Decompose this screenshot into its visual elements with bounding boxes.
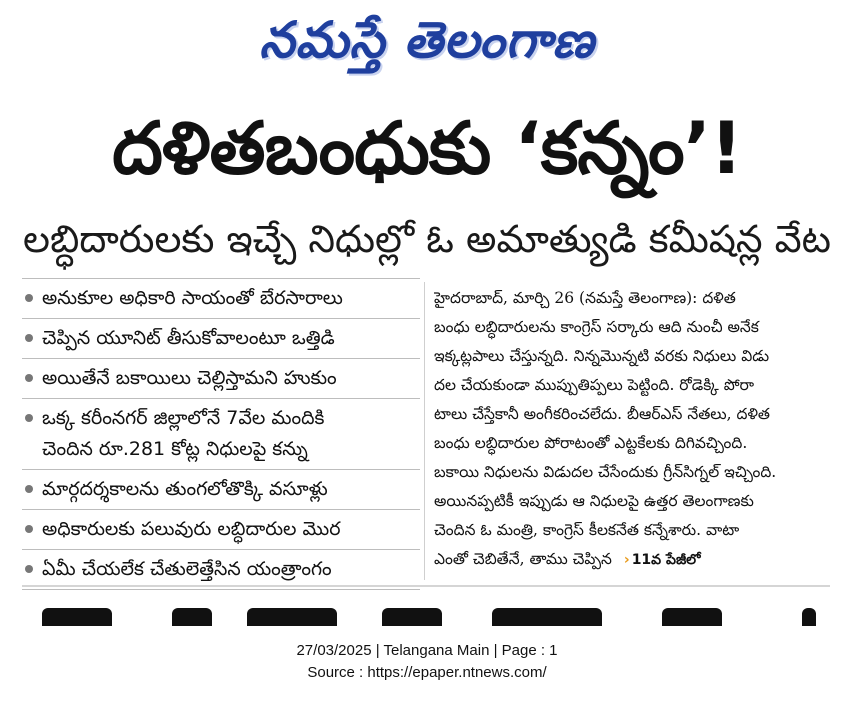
highlight-item: [22, 398, 420, 469]
article-line: దల చేయకుండా ముప్పుతిప్పలు పెట్టింది. రోడెక్కి పోరా: [434, 376, 755, 394]
article-line-last: [434, 545, 824, 575]
cropped-glyph: [662, 608, 722, 626]
article-line: టాలు చేస్తేకానీ అంగీకరించలేదు. బీఆర్ఎస్ నేతలు, దళిత: [434, 405, 770, 423]
article-line: బంధు లబ్ధిదారుల పోరాటంతో ఎట్టకేలకు దిగివచ్చింది.: [434, 434, 748, 452]
highlight-text: ఒక్క కరీంనగర్ జిల్లాలోనే 7వేల మందికి: [42, 407, 325, 429]
footer-date-edition: 27/03/2025 | Telangana Main | Page : 1: [296, 642, 558, 659]
highlight-item: [22, 549, 420, 590]
highlight-text: ఏమీ చేయలేక చేతులెత్తేసిన యంత్రాంగం: [42, 558, 332, 580]
bullet-icon: [25, 565, 33, 573]
article-line: బంధు లబ్ధిదారులను కాంగ్రెస్ సర్కారు ఆది నుంచీ అనేక: [434, 318, 759, 336]
bullet-icon: [25, 525, 33, 533]
footer-source: Source : https://epaper.ntnews.com/: [307, 664, 547, 681]
cropped-glyph: [42, 608, 112, 626]
highlight-text: అనుకూల అధికారి సాయంతో బేరసారాలు: [42, 287, 343, 309]
column-divider: [424, 282, 425, 580]
page-footer: [0, 640, 854, 684]
bullet-icon: [25, 294, 33, 302]
continue-arrow-icon: ›: [623, 552, 630, 568]
article-line: అయినప్పటికీ ఇప్పుడు ఆ నిధులపై ఉత్తర తెలంగాణకు: [434, 492, 754, 510]
bullet-icon: [25, 374, 33, 382]
highlights-list: [22, 278, 420, 590]
cropped-glyph: [247, 608, 337, 626]
cropped-glyph: [382, 608, 442, 626]
highlight-item: [22, 509, 420, 549]
highlight-text: చెందిన రూ.281 కోట్ల నిధులపై కన్ను: [42, 438, 308, 460]
article-line: ఇక్కట్లపాలు చేస్తున్నది. నిన్నమొన్నటి వరకు నిధులు విడు: [434, 347, 770, 365]
bullet-icon: [25, 414, 33, 422]
article-line: ఎంతో చెబితేనే, తాము చెప్పిన: [434, 550, 612, 568]
article-line: హైదరాబాద్, మార్చి 26 (నమస్తే తెలంగాణ): దళిత: [434, 289, 736, 307]
highlight-item: [22, 358, 420, 398]
article-line: బకాయి నిధులను విడుదల చేసేందుకు గ్రీన్‌సిగ్నల్ ఇచ్చింది.: [434, 463, 777, 481]
cropped-glyph: [172, 608, 212, 626]
highlight-item: [22, 278, 420, 318]
headline: దళితబంధుకు ‘కన్నం’!: [112, 106, 742, 190]
cropped-glyph: [492, 608, 602, 626]
highlight-item: [22, 469, 420, 509]
article-body: [434, 284, 824, 575]
highlight-item: [22, 318, 420, 358]
cropped-glyph: [802, 608, 816, 626]
bullet-icon: [25, 485, 33, 493]
article-line: చెందిన ఓ మంత్రి, కాంగ్రెస్ కీలకనేత కన్నేశారు. వాటా: [434, 521, 740, 539]
highlight-text: చెప్పిన యూనిట్ తీసుకోవాలంటూ ఒత్తిడి: [42, 327, 335, 349]
highlight-text: అధికారులకు పలువురు లబ్ధిదారుల మొర: [42, 518, 341, 540]
section-rule: [22, 585, 830, 587]
continuation-marker[interactable]: [624, 546, 701, 575]
highlight-text: మార్గదర్శకాలను తుంగలోతొక్కి వసూళ్లు: [42, 478, 328, 500]
next-headline-cropped: [22, 596, 830, 626]
bullet-icon: [25, 334, 33, 342]
highlight-text: అయితేనే బకాయిలు చెల్లిస్తామని హుకుం: [42, 367, 337, 389]
continuation-label: 11వ పేజీలో: [631, 552, 701, 568]
subheadline: లబ్ధిదారులకు ఇచ్చే నిధుల్లో ఓ అమాత్యుడి కమీషన్ల వేట: [23, 217, 831, 261]
masthead-logo: నమస్తే తెలంగాణ: [259, 11, 595, 69]
